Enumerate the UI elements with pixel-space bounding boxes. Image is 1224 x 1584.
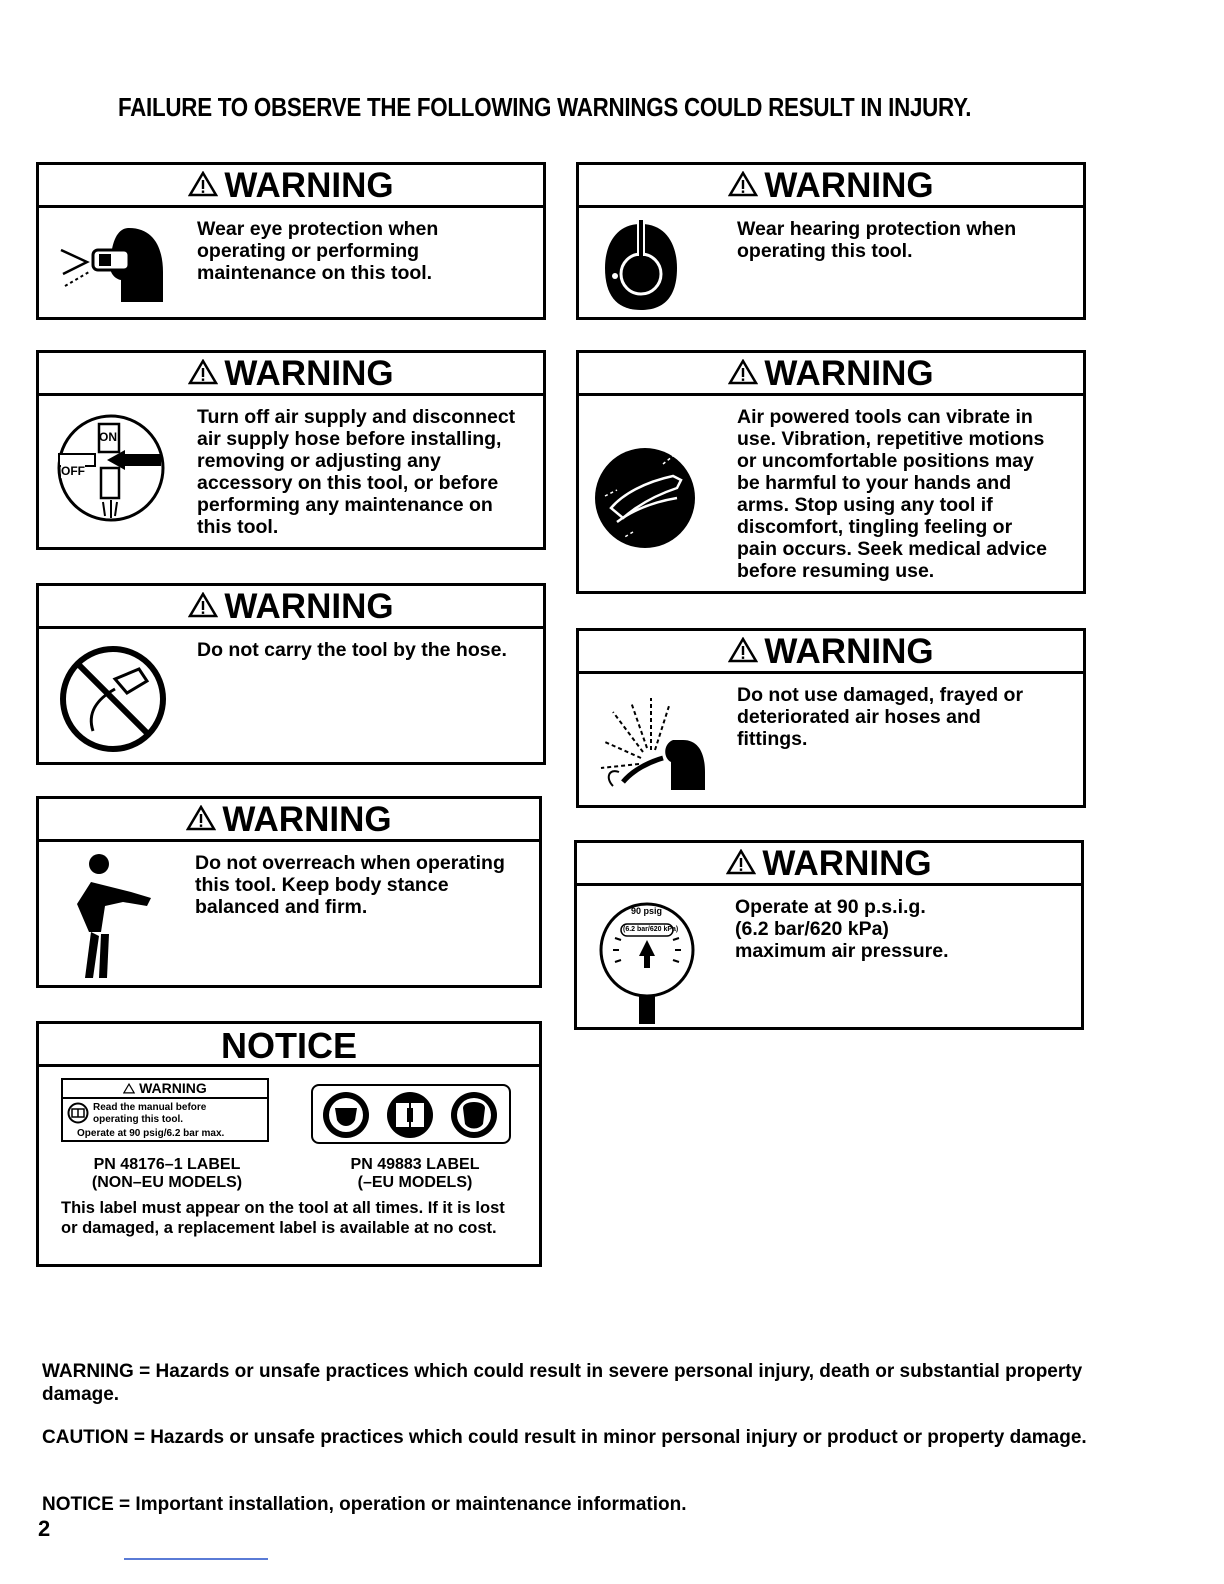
valve-off-label: OFF [61, 464, 85, 478]
notice-title: NOTICE [39, 1024, 539, 1067]
warning-title: WARNING [39, 353, 543, 396]
read-manual-icon [385, 1090, 435, 1140]
ear-protection-icon [449, 1090, 499, 1140]
warning-title: WARNING [577, 843, 1081, 886]
alert-triangle-icon [188, 171, 218, 197]
warning-text: Wear hearing protection when operating this tool. [737, 218, 1017, 262]
warning-text: Wear eye protection when operating or performing maintenance on this tool. [197, 218, 439, 284]
read-manual-icon [67, 1102, 89, 1124]
definition-caution: CAUTION = Hazards or unsafe practices which could result in minor personal injury or product or property damage. [42, 1427, 1087, 1448]
warning-text: Turn off air supply and disconnect air supply hose before installing, removing or adjusting any accessory on this tool, or before performing any maintenance on this tool. [197, 406, 516, 538]
valve-on-label: ON [99, 430, 117, 444]
alert-triangle-icon [726, 849, 756, 875]
warning-text: Operate at 90 p.s.i.g. (6.2 bar/620 kPa) maximum air pressure. [735, 896, 949, 962]
alert-triangle-icon [728, 637, 758, 663]
bottom-rule [124, 1558, 268, 1560]
alert-triangle-icon [728, 171, 758, 197]
warning-text: Do not overreach when operating this tool. Keep body stance balanced and firm. [195, 852, 505, 918]
mini-label-title: WARNING [63, 1080, 267, 1099]
pn-label-non-eu: PN 48176–1 LABEL (NON–EU MODELS) [91, 1156, 243, 1191]
warning-text: Do not use damaged, frayed or deteriorated air hoses and fittings. [737, 684, 1024, 750]
warning-title: WARNING [579, 353, 1083, 396]
respirator-icon [321, 1090, 371, 1140]
no-carry-by-hose-icon [57, 643, 169, 755]
alert-triangle-icon [188, 359, 218, 385]
warning-overreach [36, 796, 542, 988]
overreach-figure-icon [61, 852, 161, 982]
warning-title: WARNING [39, 799, 539, 842]
warning-title: WARNING [579, 631, 1083, 674]
warning-disconnect-air-supply [36, 350, 546, 550]
definition-notice: NOTICE = Important installation, operation or maintenance information. [42, 1494, 687, 1515]
definition-warning: WARNING = Hazards or unsafe practices which could result in severe personal injury, death or substantial property damage. [42, 1361, 1083, 1405]
alert-triangle-icon [186, 805, 216, 831]
warning-hearing-protection [576, 162, 1086, 320]
alert-triangle-icon [188, 592, 218, 618]
mini-label-line1: Read the manual before [93, 1102, 207, 1113]
warning-title: WARNING [39, 586, 543, 629]
mini-label-line2: operating this tool. [93, 1114, 183, 1125]
page-headline: FAILURE TO OBSERVE THE FOLLOWING WARNINGS COULD RESULT IN INJURY. [118, 92, 972, 122]
page-number: 2 [38, 1516, 51, 1541]
notice-box [36, 1021, 542, 1267]
mini-label-line3: Operate at 90 psig/6.2 bar max. [77, 1128, 225, 1139]
warning-vibration [576, 350, 1086, 594]
pressure-gauge-icon [597, 900, 697, 1030]
warning-text: Do not carry the tool by the hose. [197, 639, 507, 661]
gauge-bar-text: (6.2 bar/620 kPa) [623, 926, 679, 933]
warning-title: WARNING [579, 165, 1083, 208]
warning-eye-protection [36, 162, 546, 320]
warning-text: Air powered tools can vibrate in use. Vibration, repetitive motions or uncomfortable positions may be harmful to your hands and arms. Stop using any tool if discomfort, tingling feeling or pain occurs. Seek medical advice before resuming use. [737, 406, 1047, 582]
notice-text: This label must appear on the tool at all times. If it is lost or damaged, a replacement label is available at no cost. [61, 1199, 505, 1237]
mini-warning-label [61, 1078, 269, 1142]
alert-triangle-icon [123, 1083, 135, 1094]
vibration-hands-icon [593, 446, 697, 550]
hearing-protection-icon [601, 218, 681, 314]
warning-max-air-pressure [574, 840, 1084, 1030]
eu-icon-label [311, 1084, 511, 1144]
pn-label-eu: PN 49883 LABEL (–EU MODELS) [350, 1156, 480, 1191]
warning-title: WARNING [39, 165, 543, 208]
warning-no-carry-by-hose [36, 583, 546, 765]
alert-triangle-icon [728, 359, 758, 385]
eye-protection-icon [59, 220, 169, 310]
gauge-psig-text: 90 psig [631, 906, 663, 916]
burst-hose-icon [593, 682, 709, 792]
warning-damaged-hoses [576, 628, 1086, 808]
